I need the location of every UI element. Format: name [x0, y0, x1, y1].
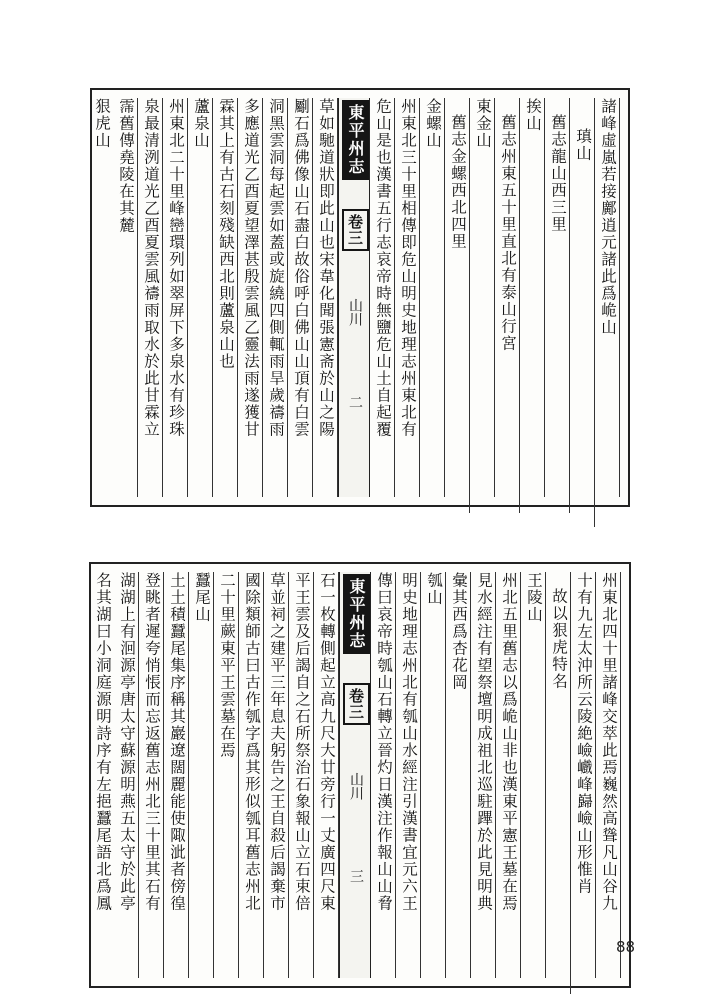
- text-column: 草並祠之建平三年息夫躬告之王自殺后謁棄市: [265, 572, 289, 978]
- text-column: 石一枚轉側起立高九尺大廿旁行一丈廣四尺東: [315, 572, 339, 978]
- heading-column: 金螺山: [421, 98, 445, 497]
- heading-column: 挨山: [521, 98, 545, 497]
- text-column: 舊志龍山西三里: [546, 98, 570, 513]
- text-column: 霈舊傳堯陵在其麓: [114, 98, 138, 497]
- text-column: 州北五里舊志以爲峗山非也漢東平憲王墓在焉: [497, 572, 521, 978]
- heading-column: 王陵山: [522, 572, 546, 978]
- text-column: 平王雲及后謁自之石所祭治石象報山立石束倍: [290, 572, 314, 978]
- heading-column: 東金山: [471, 98, 495, 497]
- text-column: 舊志州東五十里直北有泰山行宮: [496, 98, 520, 513]
- center-fold: [338, 98, 370, 497]
- heading-column: 蘆泉山: [189, 98, 213, 497]
- text-column: 舊志金螺西北四里: [446, 98, 470, 513]
- text-column: 州東北三十里相傳即危山明史地理志州東北有: [396, 98, 420, 497]
- leaf-number: 三: [348, 869, 364, 883]
- text-column: 見水經注有望祭壇明成祖北巡駐蹕於此見明典: [472, 572, 496, 978]
- section-label: 山川: [347, 298, 363, 326]
- text-column: 劚石爲佛像山石盡白故俗呼白佛山山頂有白雲: [289, 98, 313, 497]
- text-column: 草如馳道狀即此山也宋韋化聞張憲斋於山之陽: [314, 98, 338, 497]
- text-column: 多應道光乙酉夏望澤甚殷雲風乙靈法雨遂獲甘: [239, 98, 263, 497]
- book-title: 東平州志: [343, 574, 370, 654]
- text-column: 明史地理志州北有瓠山水經注引漢書宜元六王: [397, 572, 421, 978]
- text-column: 湖湖上有洄源亭唐太守蘇源明燕五太守於此亭: [115, 572, 139, 978]
- text-column: 州東北二十里峰巒環列如翠屏下多泉水有珍珠: [164, 98, 188, 497]
- text-column: 國除類師古曰古作瓠字爲其形似瓠耳舊志州北: [240, 572, 264, 978]
- bottom-page-columns: [94, 572, 621, 978]
- center-fold: [339, 572, 371, 978]
- text-column: 土土積蠶尾集序稱其巖遼闊麗能使陬泚者傍徨: [165, 572, 189, 978]
- book-title: 東平州志: [342, 100, 369, 180]
- heading-column: 蠶尾山: [190, 572, 214, 978]
- text-column: 名其湖曰小洞庭源明詩序有左挹蠶尾語北爲鳳: [94, 572, 112, 912]
- text-column: 傳曰哀帝時瓠山石轉立晉灼日漢注作報山山脅: [372, 572, 396, 978]
- top-page-columns: [93, 98, 620, 497]
- text-column: 彙其西爲杏花岡: [447, 572, 471, 978]
- section-label: 山川: [348, 772, 364, 800]
- text-column: 瑱山: [571, 98, 595, 527]
- leaf-number: 二: [347, 395, 363, 409]
- text-column: 州東北四十里諸峰交萃此焉巍然高聳凡山谷九: [597, 572, 621, 978]
- volume-label: 卷三: [342, 209, 369, 251]
- text-column: 二十里蕨東平王雲墓在焉: [215, 572, 239, 978]
- text-column: 十有九左太沖所云陵絶嶮巇峰巋嶮山形惟肖: [572, 572, 596, 978]
- volume-label: 卷三: [343, 683, 370, 725]
- page-number: 88: [616, 938, 636, 956]
- heading-column: 瓠山: [422, 572, 446, 978]
- text-column: 諸峰虛嵐若接鄺逍元諸此爲峗山: [596, 98, 620, 497]
- text-column: 泉最清洌道光乙酉夏雲風禱雨取水於此甘霖立: [139, 98, 163, 497]
- text-column: 危山是也漢書五行志哀帝時無鹽危山土自起覆: [371, 98, 395, 497]
- text-column: 登眺者遲夸悄悵而忘返舊志州北三十里其石有: [140, 572, 164, 978]
- text-column: 霖其上有古石刻殘缺西北則蘆泉山也: [214, 98, 238, 497]
- bottom-book-page: [89, 562, 631, 988]
- heading-column: 狠虎山: [93, 98, 111, 149]
- top-book-page: [90, 88, 630, 507]
- text-column: 洞黑雲洞每起雲如蓋或旋繞四側輒雨旱歲禱雨: [264, 98, 288, 497]
- text-column: 故以狠虎特名: [547, 572, 571, 994]
